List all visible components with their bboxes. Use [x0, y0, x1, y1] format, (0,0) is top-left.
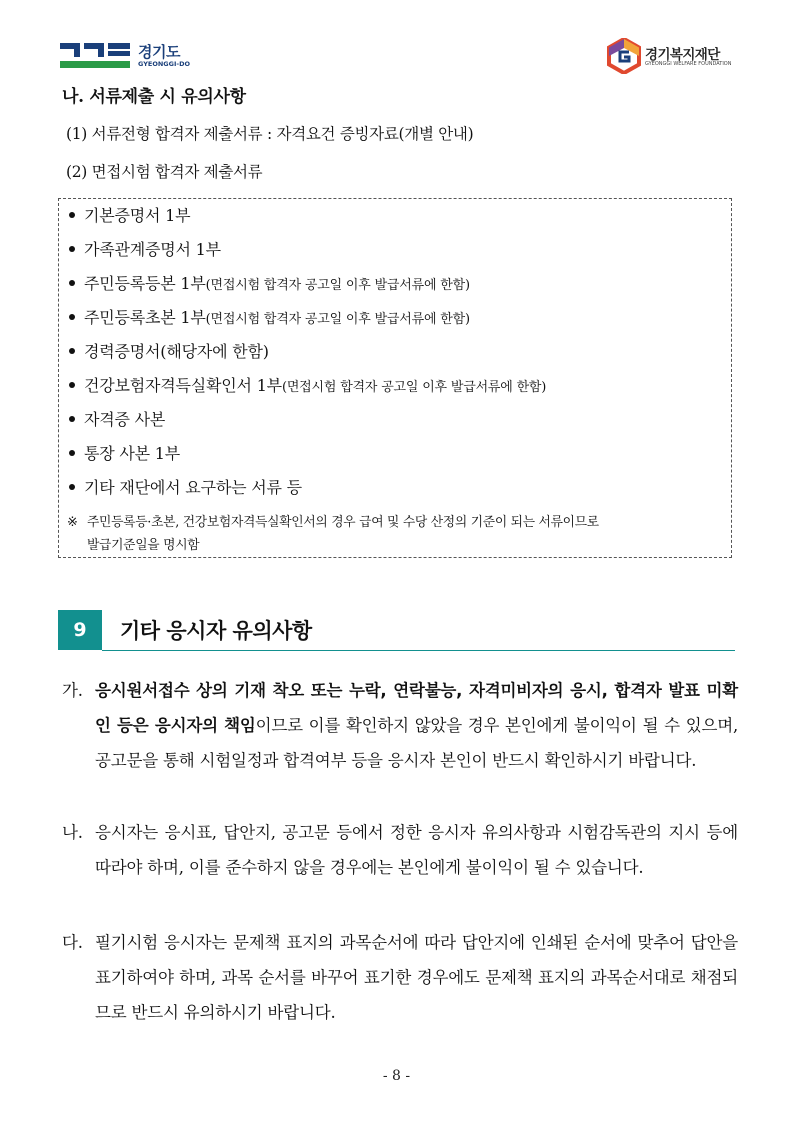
- foundation-logo-subtext: GYEONGGI WELFARE FOUNDATION: [645, 61, 732, 67]
- welfare-foundation-logo: [607, 38, 747, 76]
- bullet-icon: [69, 246, 75, 252]
- document-name: 건강보험자격득실확인서 1부: [84, 376, 282, 395]
- document-name: 통장 사본 1부: [84, 444, 181, 463]
- reference-mark-icon: ※: [67, 515, 78, 530]
- gyeonggi-logo-text: 경기도: [138, 43, 180, 61]
- document-note: (면접시험 합격자 공고일 이후 발급서류에 한함): [281, 380, 547, 395]
- section-title-submission: 나. 서류제출 시 유의사항: [62, 87, 246, 107]
- notice-paragraph-ga: [62, 673, 738, 778]
- list-item: [69, 203, 190, 226]
- list-item: [69, 373, 546, 396]
- document-name: 기본증명서 1부: [84, 206, 191, 225]
- notice-paragraph-da: [62, 925, 738, 1030]
- bullet-icon: [69, 382, 75, 388]
- document-note: (면접시험 합격자 공고일 이후 발급서류에 한함): [205, 278, 470, 293]
- document-note: (면접시험 합격자 공고일 이후 발급서류에 한함): [205, 312, 470, 327]
- list-item: [69, 271, 470, 294]
- paragraph-text: 응시자는 응시표, 답안지, 공고문 등에서 정한 응시자 유의사항과 시험감독관의 지시 등에 따라야 하며, 이를 준수하지 않을 경우에는 본인에게 불이익이 될 수 있습니다.: [95, 823, 738, 877]
- foundation-logo-text: 경기복지재단: [645, 47, 720, 63]
- bullet-icon: [69, 314, 75, 320]
- page-number: - 8 -: [382, 1068, 411, 1084]
- submission-item-2: (2) 면접시험 합격자 제출서류: [66, 163, 263, 181]
- submission-item-1: (1) 서류전형 합격자 제출서류 : 자격요건 증빙자료(개별 안내): [66, 125, 474, 143]
- bullet-icon: [69, 348, 75, 354]
- bullet-icon: [69, 212, 75, 218]
- document-name: 주민등록초본 1부: [84, 308, 206, 327]
- list-item: [69, 441, 180, 464]
- documents-box: [58, 198, 732, 558]
- list-item: [69, 339, 269, 362]
- footnote-line-1: 주민등록등·초본, 건강보험자격득실확인서의 경우 급여 및 수당 산정의 기준이 되는 서류이므로: [87, 515, 599, 530]
- bullet-icon: [69, 280, 75, 286]
- paragraph-label: 가.: [62, 681, 83, 700]
- bullet-icon: [69, 450, 75, 456]
- documents-footnote: [67, 511, 727, 557]
- bullet-icon: [69, 416, 75, 422]
- list-item: [69, 475, 302, 498]
- foundation-mark-icon: [607, 38, 641, 74]
- bullet-icon: [69, 484, 75, 490]
- document-name: 주민등록등본 1부: [84, 274, 206, 293]
- gyeonggi-mark-icon: [60, 43, 132, 71]
- document-name: 경력증명서(해당자에 한함): [84, 342, 269, 361]
- page-header: [0, 38, 793, 78]
- document-name: 기타 재단에서 요구하는 서류 등: [84, 478, 302, 497]
- paragraph-label: 나.: [62, 823, 83, 842]
- document-name: 자격증 사본: [84, 410, 166, 429]
- section-number-badge: 9: [58, 610, 102, 650]
- gyeonggi-logo: [60, 41, 200, 75]
- section-9-heading: [58, 610, 735, 652]
- responsibility-emphasis: 응시원서접수 상의 기재 착오 또는 누락, 연락불능, 자격미비자의 응시, 합격자 발표 미확인 등은 응시자의 책임: [95, 681, 738, 735]
- gyeonggi-logo-subtext: GYEONGGI-DO: [138, 60, 191, 68]
- section-9-title: 기타 응시자 유의사항: [120, 619, 312, 643]
- section-underline: [102, 650, 735, 651]
- notice-paragraph-na: [62, 815, 738, 885]
- list-item: [69, 237, 221, 260]
- list-item: [69, 305, 470, 328]
- list-item: [69, 407, 165, 430]
- paragraph-label: 다.: [62, 933, 83, 952]
- footnote-line-2: 발급기준일을 명시함: [87, 538, 200, 553]
- document-name: 가족관계증명서 1부: [84, 240, 221, 259]
- paragraph-text: 필기시험 응시자는 문제책 표지의 과목순서에 따라 답안지에 인쇄된 순서에 맞추어 답안을 표기하여야 하며, 과목 순서를 바꾸어 표기한 경우에도 문제책 표지의 과목순서대로 채점되므로 반드시 유의하시기 바랍니다.: [95, 933, 738, 1022]
- paragraph-text: 이므로 이를 확인하지 않았을 경우 본인에게 불이익이 될 수 있으며, 공고문을 통해 시험일정과 합격여부 등을 응시자 본인이 반드시 확인하시기 바랍니다.: [95, 716, 738, 770]
